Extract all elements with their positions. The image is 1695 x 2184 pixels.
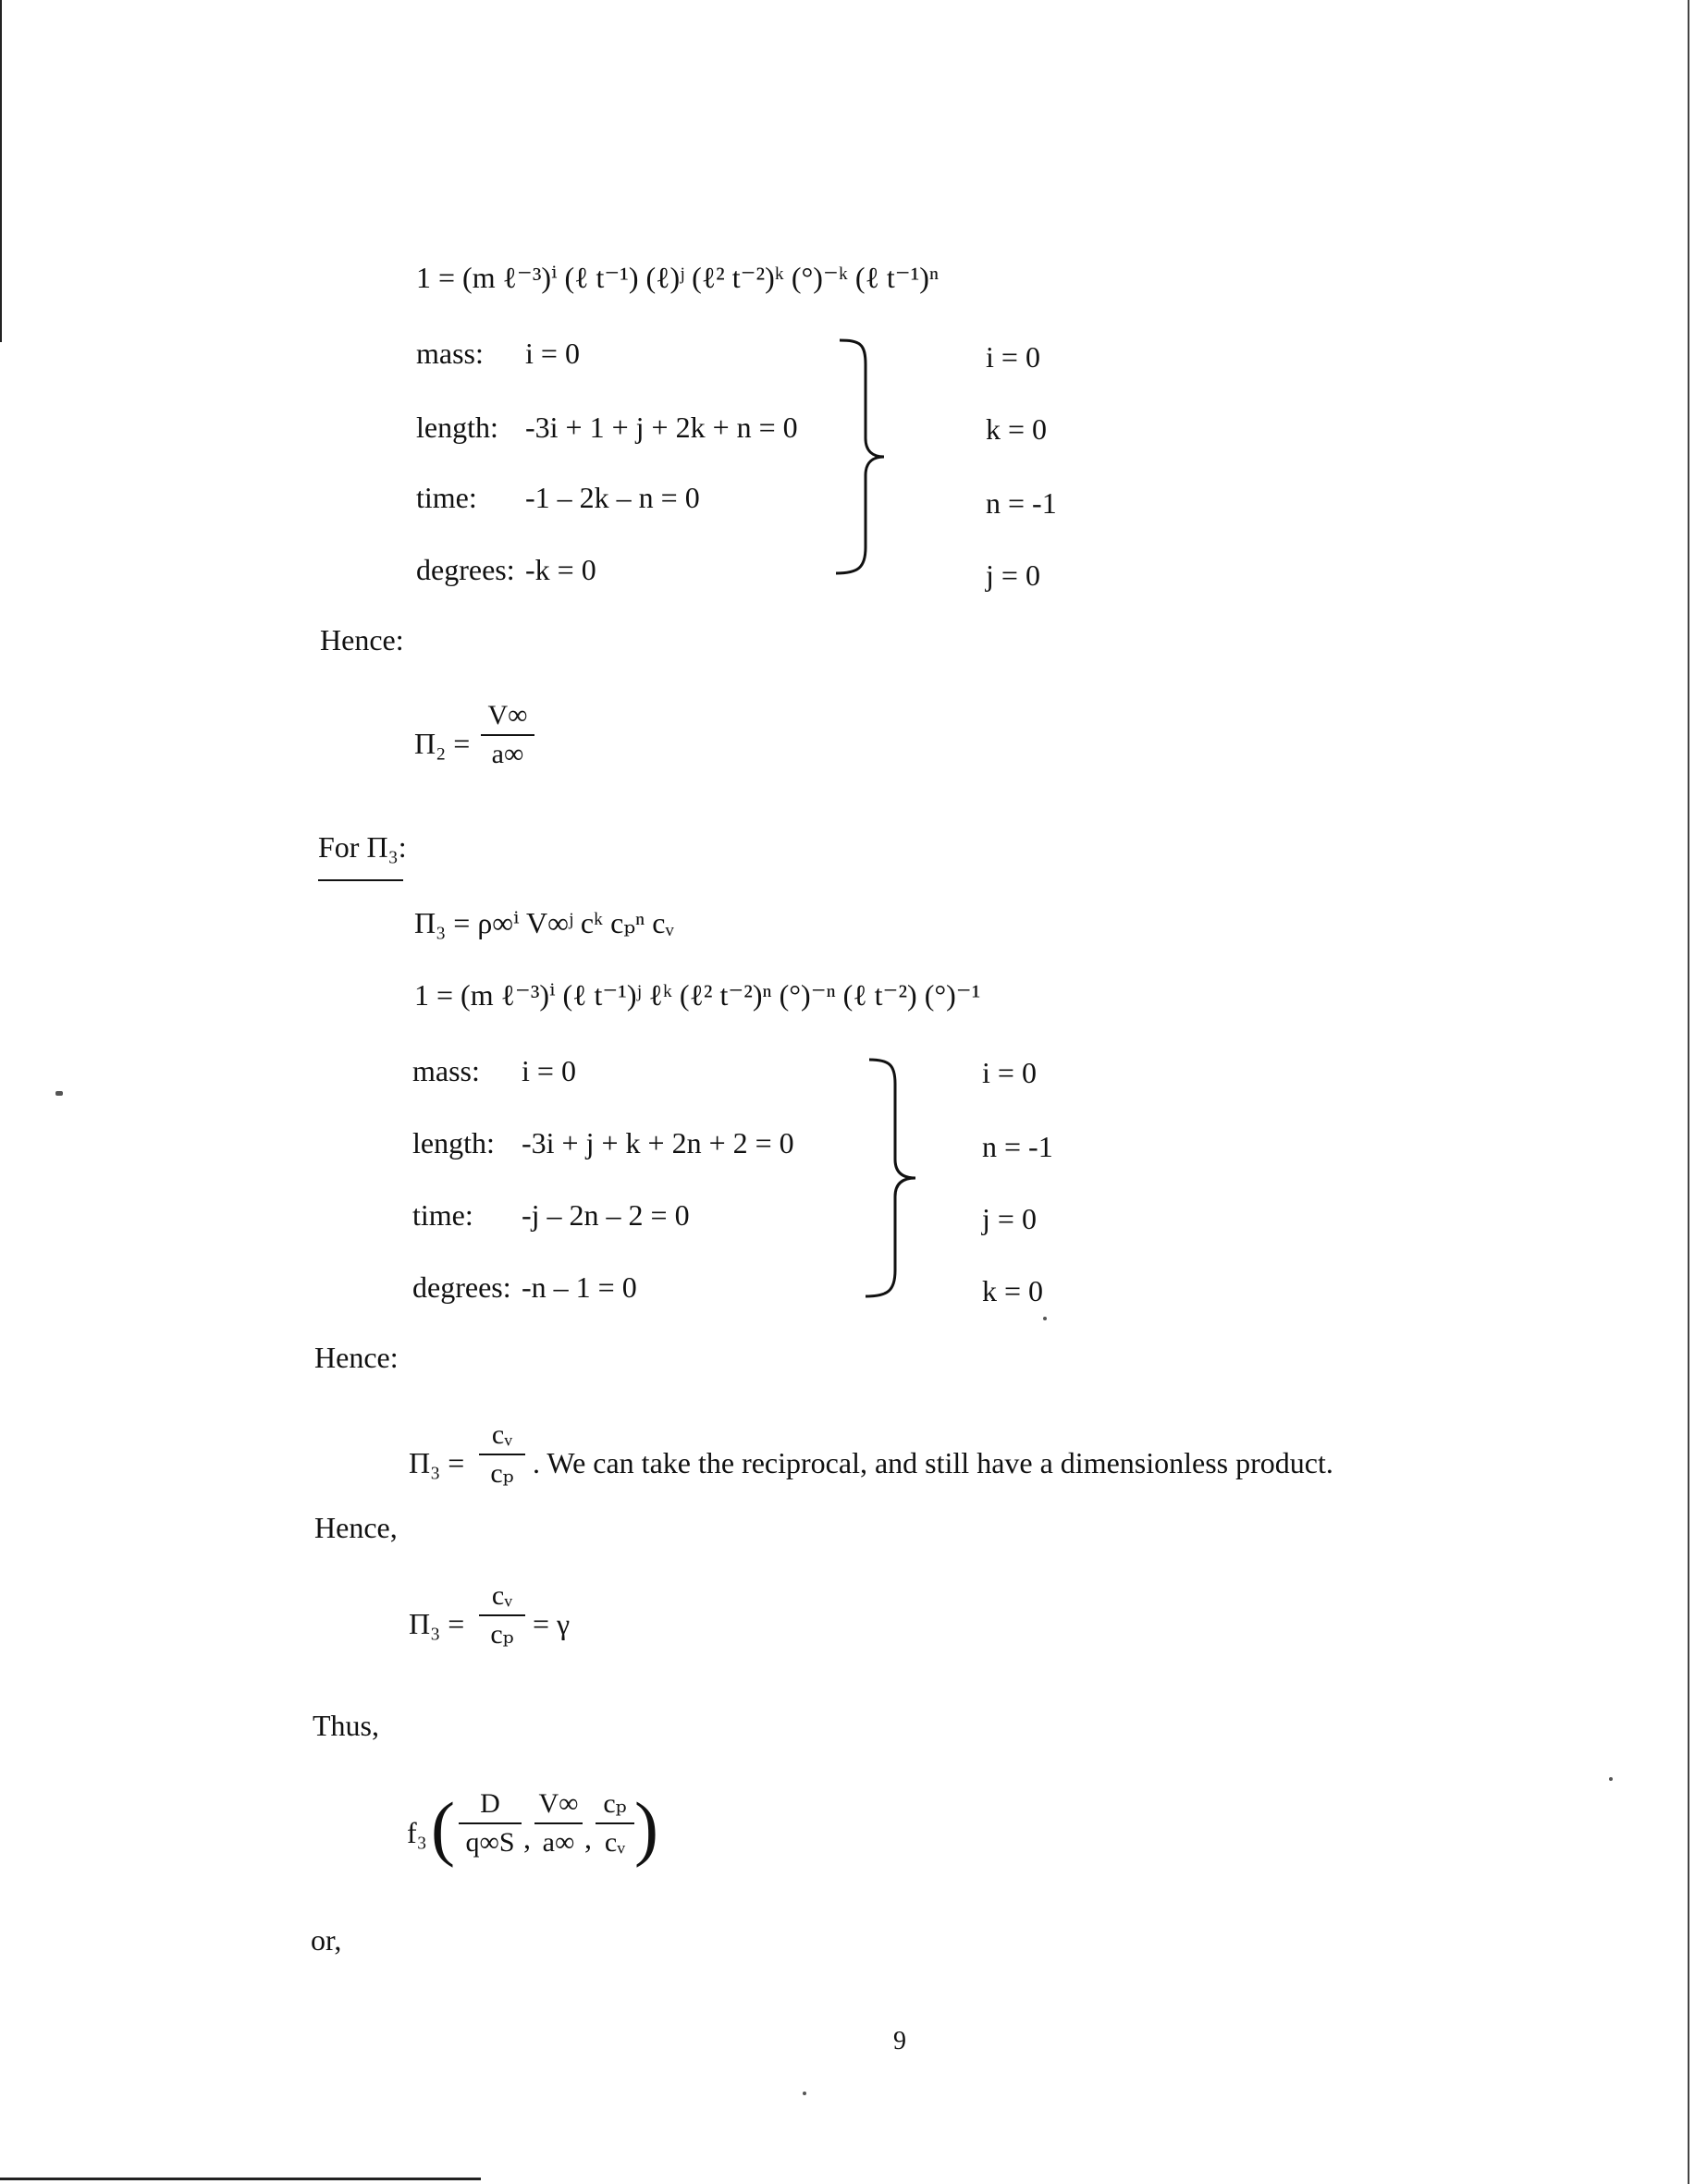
pi2-row-mass-expr: i = 0: [525, 337, 580, 370]
pi2-row-time-expr: -1 – 2k – n = 0: [525, 481, 700, 514]
f3-term1-fraction: [459, 1788, 522, 1859]
pi3-row-time-label: time:: [412, 1198, 473, 1232]
pi3-result1-denominator: cₚ: [490, 1458, 514, 1489]
hence-label-1: Hence:: [320, 623, 404, 656]
pi2-row-mass-label: mass:: [416, 337, 484, 370]
pi3-reciprocal-note: . We can take the reciprocal, and still have a dimensionless product.: [533, 1446, 1333, 1479]
pi3-row-degrees-expr: -n – 1 = 0: [522, 1270, 637, 1304]
pi3-curly-brace: [864, 1056, 928, 1300]
or-label: or,: [311, 1923, 342, 1957]
f3-term2-fraction: [534, 1788, 583, 1859]
thus-label: Thus,: [313, 1709, 379, 1742]
scan-speck: [1043, 1317, 1047, 1320]
pi3-row-length-result: n = -1: [982, 1130, 1053, 1163]
pi2-dimensional-equation: 1 = (m ℓ⁻³)ⁱ (ℓ t⁻¹) (ℓ)ʲ (ℓ² t⁻²)ᵏ (°)⁻ᵏ (ℓ t⁻¹)ⁿ: [416, 261, 940, 294]
f3-term1-numerator: D: [480, 1788, 500, 1819]
hence-label-3: Hence,: [314, 1511, 398, 1544]
f3-term1-denominator: q∞S: [465, 1827, 515, 1858]
pi3-definition: Π₃ = ρ∞ⁱ V∞ʲ cᵏ cₚⁿ cᵥ: [414, 906, 674, 939]
pi2-curly-brace: [832, 337, 897, 577]
f3-term2-numerator: V∞: [538, 1788, 579, 1819]
pi3-result2-lhs: Π₃ =: [409, 1607, 465, 1640]
pi3-row-degrees-result: k = 0: [982, 1274, 1044, 1307]
scan-right-edge: [1688, 0, 1689, 2184]
page-number: 9: [893, 2027, 906, 2055]
pi2-row-degrees-label: degrees:: [416, 553, 515, 586]
pi3-row-length-expr: -3i + j + k + 2n + 2 = 0: [522, 1126, 794, 1159]
scan-speck: [55, 1091, 63, 1096]
pi3-row-time-expr: -j – 2n – 2 = 0: [522, 1198, 690, 1232]
pi3-row-mass-expr: i = 0: [522, 1054, 576, 1087]
pi2-fraction: [481, 700, 534, 770]
hence-label-2: Hence:: [314, 1341, 399, 1374]
f3-function-name: f₃: [407, 1816, 427, 1849]
pi3-row-time-result: j = 0: [982, 1202, 1037, 1235]
pi2-row-time-label: time:: [416, 481, 477, 514]
pi3-result2-numerator: cᵥ: [491, 1580, 513, 1611]
f3-comma-2: ,: [584, 1822, 592, 1855]
scan-bottom-edge: [0, 2178, 481, 2180]
f3-right-paren: ): [634, 1787, 658, 1868]
f3-left-paren: (: [431, 1787, 455, 1868]
for-pi3-underline: [318, 879, 403, 881]
pi3-row-degrees-label: degrees:: [412, 1270, 511, 1304]
pi3-result1-fraction: [479, 1419, 525, 1490]
scan-speck: [803, 2092, 806, 2095]
pi2-lhs: Π₂ =: [414, 727, 471, 760]
pi3-result2-denominator: cₚ: [490, 1619, 514, 1650]
pi2-row-length-result: k = 0: [986, 412, 1048, 446]
f3-term3-numerator: cₚ: [603, 1788, 627, 1819]
pi2-row-mass-result: i = 0: [986, 340, 1040, 374]
pi2-row-degrees-result: j = 0: [986, 558, 1040, 592]
pi2-row-length-label: length:: [416, 411, 498, 444]
f3-term3-fraction: [596, 1788, 634, 1859]
pi3-row-mass-result: i = 0: [982, 1056, 1037, 1089]
pi3-result2-gamma: = γ: [533, 1607, 571, 1640]
pi3-result2-fraction: [479, 1580, 525, 1650]
pi3-result1-lhs: Π₃ =: [409, 1446, 465, 1479]
pi2-row-degrees-expr: -k = 0: [525, 553, 596, 586]
pi3-row-length-label: length:: [412, 1126, 495, 1159]
pi2-row-time-result: n = -1: [986, 486, 1057, 520]
pi2-numerator: V∞: [487, 700, 528, 730]
f3-comma-1: ,: [523, 1822, 531, 1855]
pi3-dimensional-equation: 1 = (m ℓ⁻³)ⁱ (ℓ t⁻¹)ʲ ℓᵏ (ℓ² t⁻²)ⁿ (°)⁻ⁿ (ℓ t⁻²) (°)⁻¹: [414, 978, 981, 1012]
scan-left-edge: [0, 0, 2, 342]
pi3-row-mass-label: mass:: [412, 1054, 480, 1087]
for-pi3-heading: For Π₃:: [318, 830, 407, 864]
pi2-denominator: a∞: [491, 739, 524, 769]
scan-speck: [1609, 1777, 1613, 1781]
pi3-result1-numerator: cᵥ: [491, 1419, 513, 1450]
pi2-row-length-expr: -3i + 1 + j + 2k + n = 0: [525, 411, 798, 444]
f3-term2-denominator: a∞: [542, 1827, 575, 1858]
f3-term3-denominator: cᵥ: [604, 1827, 626, 1858]
